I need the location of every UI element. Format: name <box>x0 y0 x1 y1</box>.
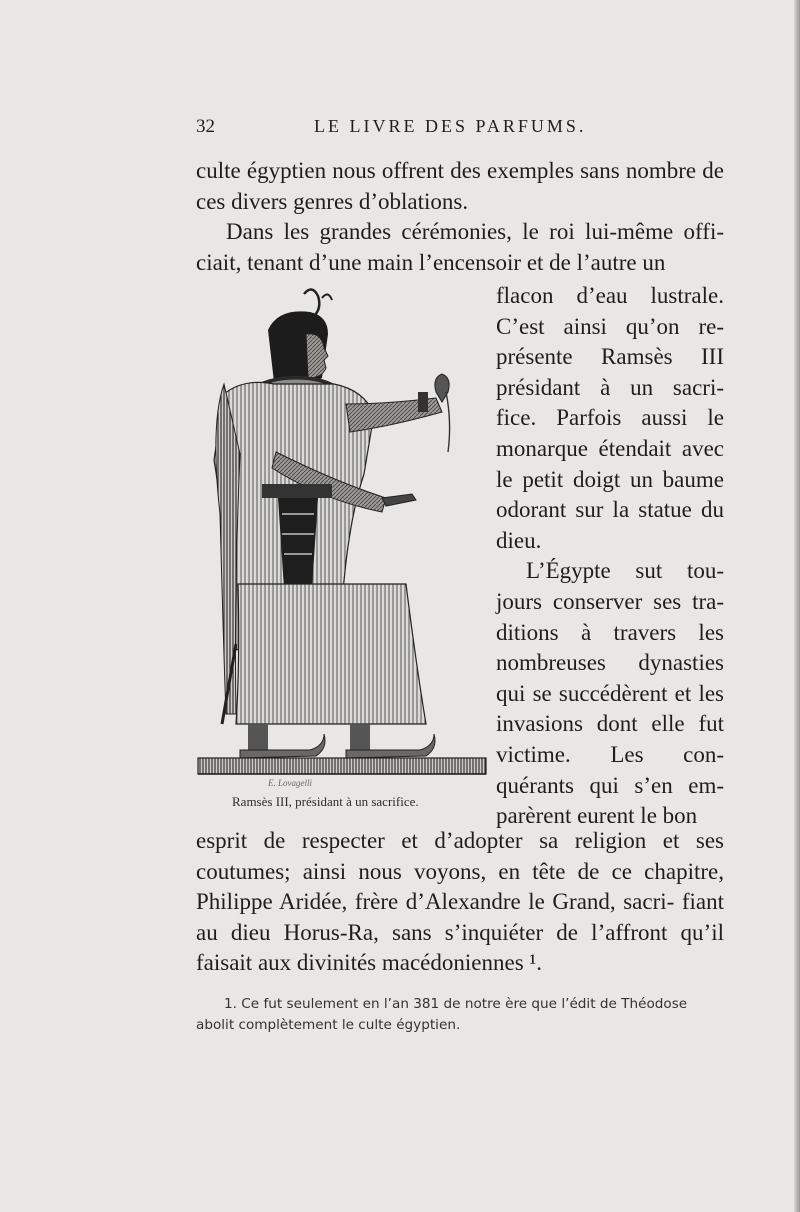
page-number: 32 <box>196 116 215 137</box>
body-text-bottom <box>196 826 724 979</box>
paragraph-3: L’Égypte sut tou- jours conserver ses tra- ditions à travers les nombreuses dynasties qui se succédèrent et les invasions dont elle fut victime. Les con- quérants qui s’en em- parèrent eurent le bon <box>496 558 724 829</box>
artist-signature: E. Lovagelli <box>268 778 312 788</box>
figure-caption: Ramsès III, présidant à un sacrifice. <box>232 794 419 809</box>
paragraph-2: Dans les grandes cérémonies, le roi lui-même offi- ciait, tenant d’une main l’encensoir et de l’autre un <box>196 219 724 275</box>
paragraph-2-continued: flacon d’eau lustrale. C’est ainsi qu’on re- présente Ramsès III présidant à un sacri- fice. Parfois aussi le monarque étendait avec le petit doigt un baume odorant sur la statue du dieu. <box>496 283 724 553</box>
body-text-top <box>196 156 724 278</box>
footnote <box>196 994 724 1036</box>
page-header <box>196 116 724 142</box>
wrapped-text <box>496 281 724 832</box>
ramses-illustration <box>196 284 488 784</box>
paragraph-1: culte égyptien nous offrent des exemples sans nombre de ces divers genres d’oblations. <box>196 158 724 214</box>
footnote-text: 1. Ce fut seulement en l’an 381 de notre ère que l’édit de Théodose abolit complètement le culte égyptien. <box>196 996 688 1033</box>
pharaoh-figure-drawing <box>196 284 488 784</box>
paragraph-3-continued: esprit de respecter et d’adopter sa religion et ses coutumes; ainsi nous voyons, en tête de ce chapitre, Philippe Aridée, frère d’Alexandre le Grand, sacri- fiant au dieu Horus-Ra, sans s’inquiéter de l’affront qu’il faisait aux divinités macédoniennes ¹. <box>196 828 724 976</box>
page-edge <box>794 0 800 1212</box>
running-title: LE LIVRE DES PARFUMS. <box>314 116 587 136</box>
